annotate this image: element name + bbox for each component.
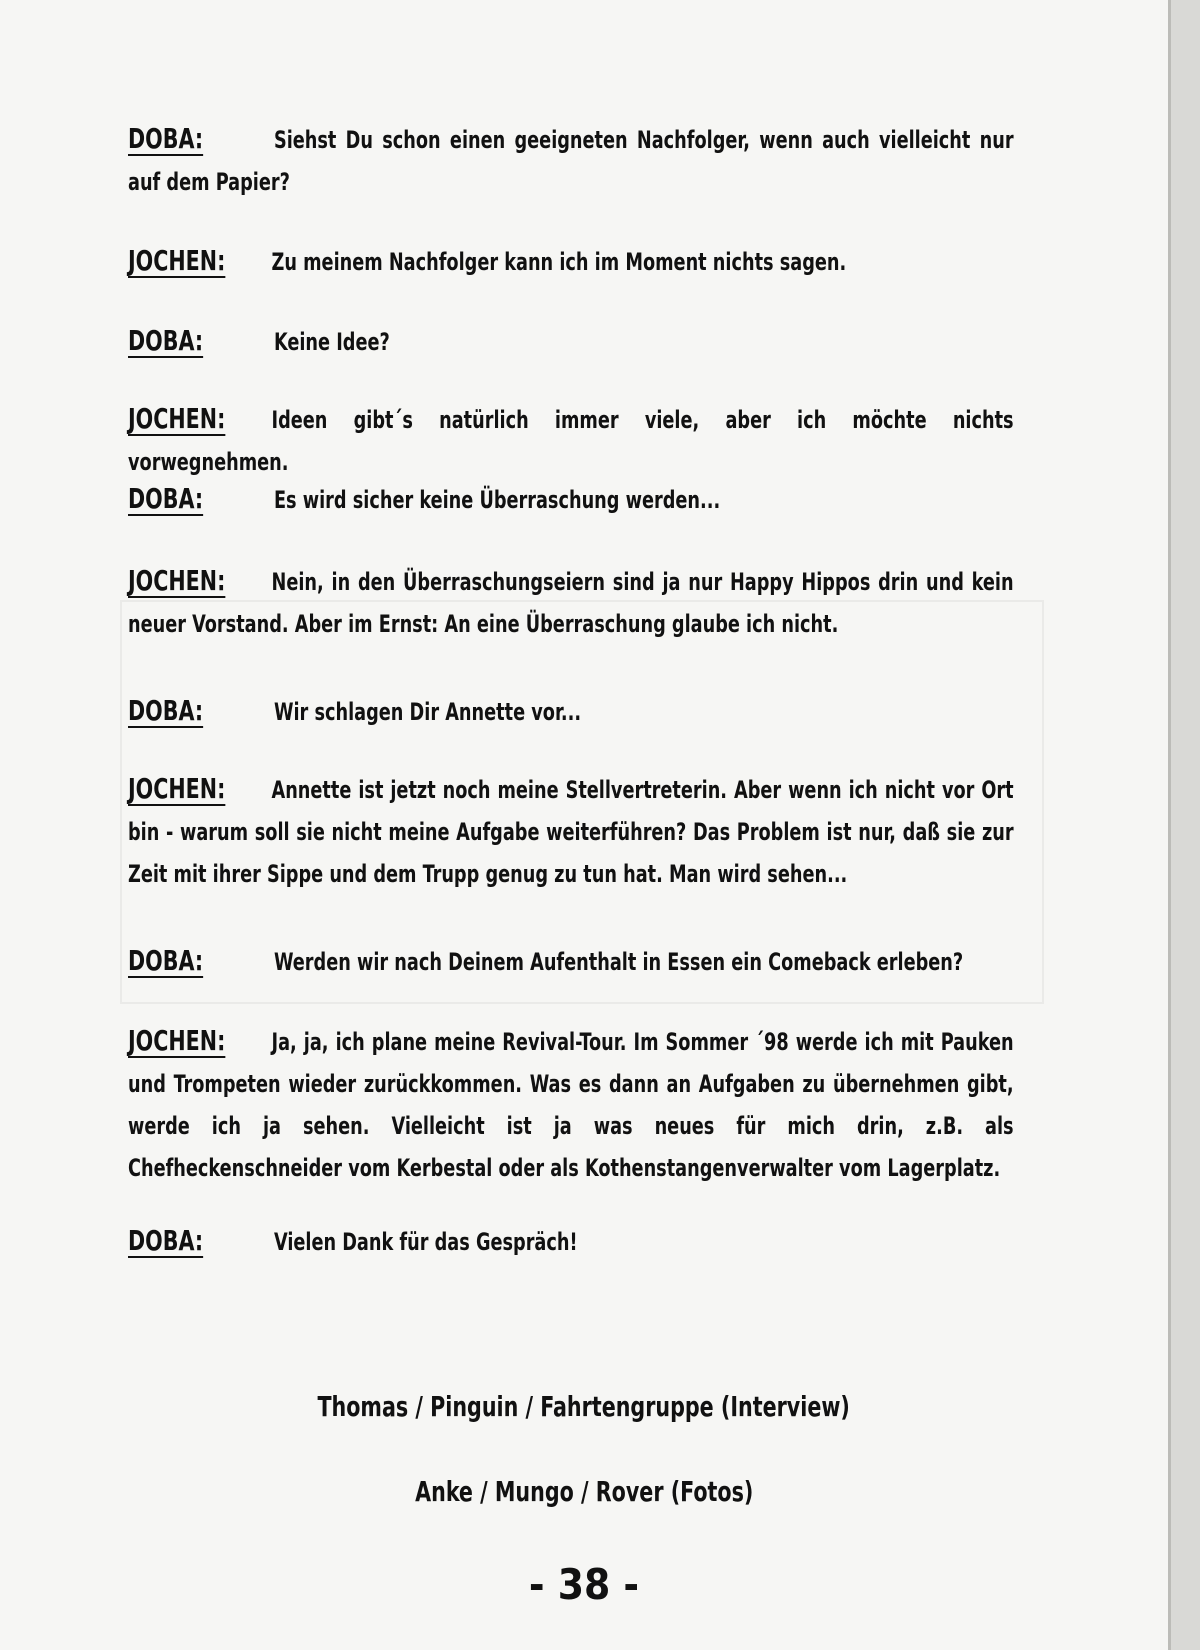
interview-entry [128, 560, 1014, 645]
entry-text: Annette ist jetzt noch meine Stellvertreterin. Aber wenn ich nicht vor Ort bin - warum soll sie nicht meine Aufgabe weiterführen? Das Problem ist nur, daß sie zur Zeit mit ihrer Sippe und dem Trupp genug zu tun hat. Man wird sehen... [128, 776, 1014, 888]
page-number: - 38 - [528, 1560, 640, 1609]
interview-entry [128, 478, 1014, 521]
speaker-label: DOBA: [128, 694, 204, 727]
entry-text: Keine Idee? [273, 328, 390, 356]
entry-text: Nein, in den Überraschungseiern sind ja nur Happy Hippos drin und kein neuer Vorstand. Aber im Ernst: An eine Überraschung glaube ich nicht. [128, 568, 1014, 638]
entry-text: Ideen gibt´s natürlich immer viele, aber ich möchte nichts vorwegnehmen. [128, 406, 1014, 476]
entry-text: Es wird sicher keine Überraschung werden... [273, 486, 721, 514]
credits-interview: Thomas / Pinguin / Fahrtengruppe (Interview) [317, 1390, 851, 1423]
speaker-label: JOCHEN: [128, 564, 226, 597]
speaker-label: JOCHEN: [128, 1024, 226, 1057]
speaker-label: JOCHEN: [128, 402, 226, 435]
interview-entry [128, 398, 1014, 483]
speaker-label: DOBA: [128, 482, 204, 515]
speaker-label: DOBA: [128, 324, 204, 357]
interview-entry [128, 240, 1014, 283]
interview-entry [128, 118, 1014, 203]
entry-text: Werden wir nach Deinem Aufenthalt in Essen ein Comeback erleben? [273, 948, 964, 976]
credits-photos: Anke / Mungo / Rover (Fotos) [414, 1475, 754, 1508]
entry-text: Siehst Du schon einen geeigneten Nachfolger, wenn auch vielleicht nur auf dem Papier? [128, 126, 1014, 196]
interview-entry [128, 940, 1014, 983]
speaker-label: JOCHEN: [128, 772, 226, 805]
entry-text: Ja, ja, ich plane meine Revival-Tour. Im Sommer ´98 werde ich mit Pauken und Trompeten wieder zurückkommen. Was es dann an Aufgaben zu übernehmen gibt, werde ich ja sehen. Vielleicht ist ja was neues für mich drin, z.B. als Chefheckenschneider vom Kerbestal oder als Kothenstangenverwalter vom Lagerplatz. [128, 1028, 1014, 1182]
speaker-label: DOBA: [128, 122, 204, 155]
speaker-label: DOBA: [128, 1224, 204, 1257]
entry-text: Vielen Dank für das Gespräch! [273, 1228, 578, 1256]
interview-entry [128, 768, 1014, 895]
interview-entry [128, 1020, 1014, 1189]
interview-entry [128, 320, 1014, 363]
speaker-label: DOBA: [128, 944, 204, 977]
interview-entry [128, 1220, 1014, 1263]
entry-text: Zu meinem Nachfolger kann ich im Moment nichts sagen. [271, 248, 847, 276]
speaker-label: JOCHEN: [128, 244, 226, 277]
entry-text: Wir schlagen Dir Annette vor... [273, 698, 582, 726]
interview-entry [128, 690, 1014, 733]
scanner-edge [1168, 0, 1200, 1650]
